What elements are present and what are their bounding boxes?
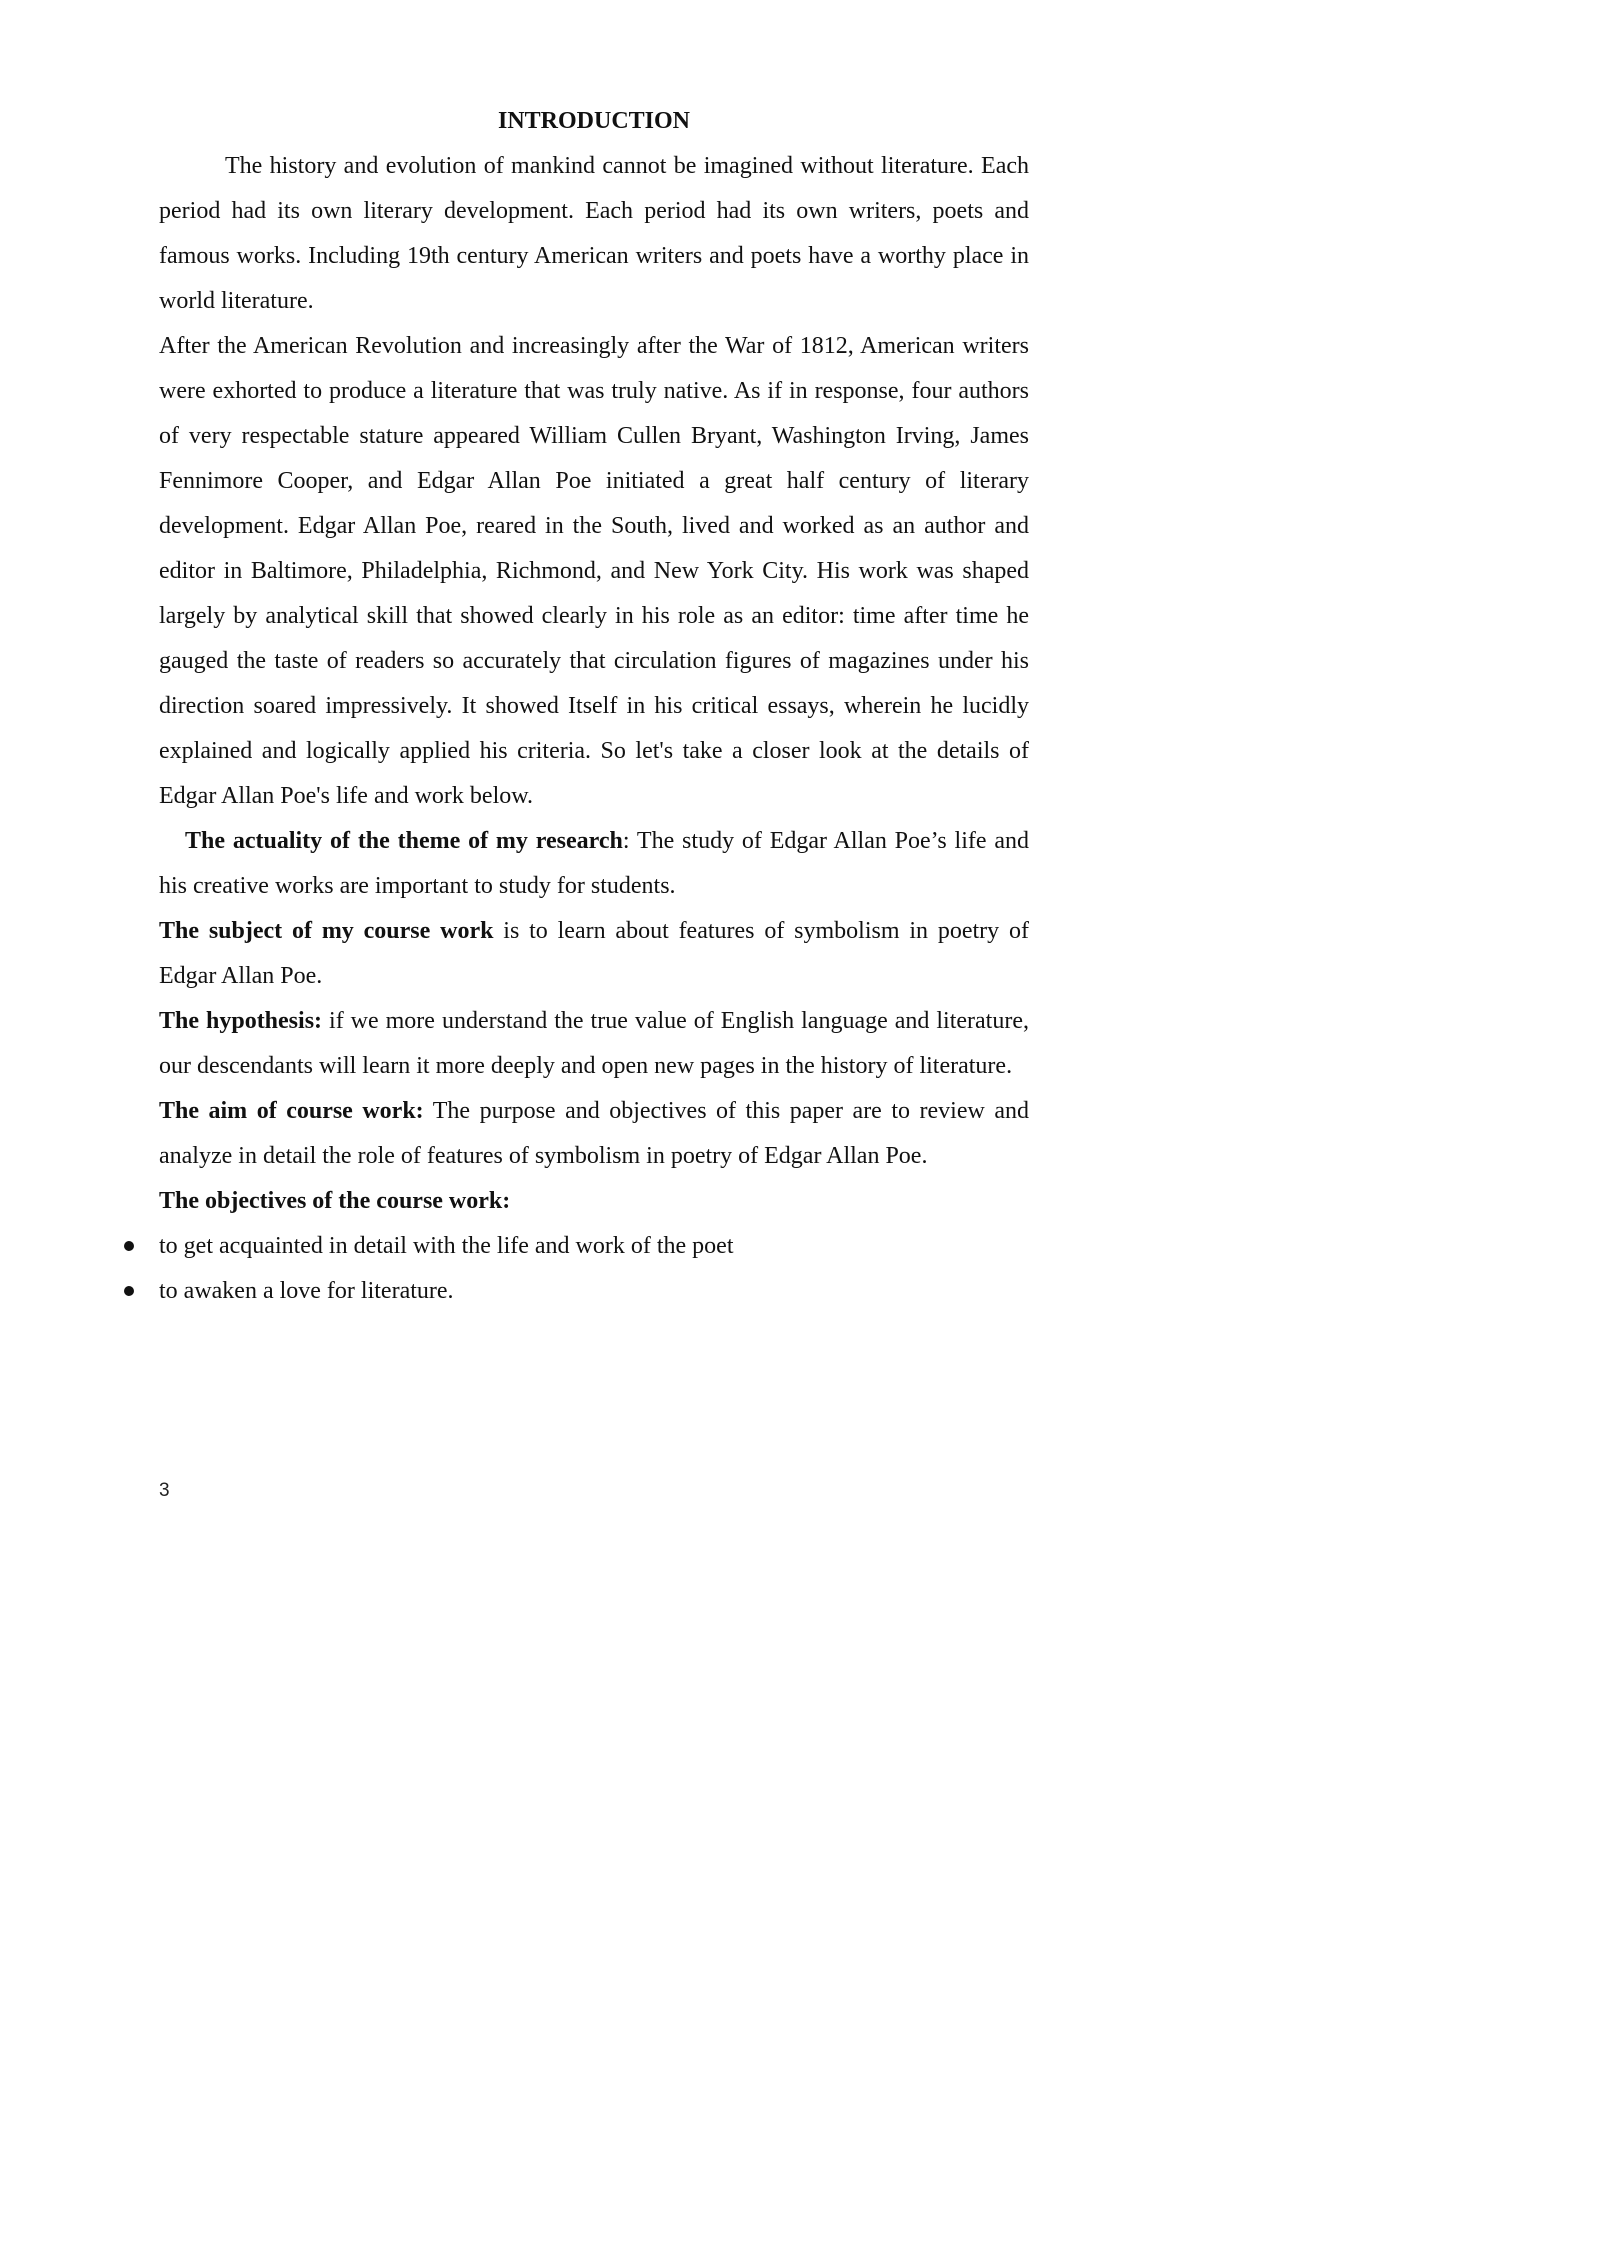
aim-text: The purpose and objectives of this paper are to review and analyze in detail the role of features of symbolism in poetry of Edgar Allan Poe. <box>159 1098 1029 1169</box>
intro-paragraph-2: After the American Revolution and increasingly after the War of 1812, American writers were exhorted to produce a literature that was truly native. As if in response, four authors of very respectable stature appeared William Cullen Bryant, Washington Irving, James Fennimore Cooper, and Edgar Allan Poe initiated a great half century of literary development. Edgar Allan Poe, reared in the South, lived and worked as an author and editor in Baltimore, Philadelphia, Richmond, and New York City. His work was shaped largely by analytical skill that showed clearly in his role as an editor: time after time he gauged the taste of readers so accurately that circulation figures of magazines under his direction soared impressively. It showed Itself in his critical essays, wherein he lucidly explained and logically applied his criteria. So let's take a closer look at the details of Edgar Allan Poe's life and work below. <box>159 333 1029 809</box>
hypothesis-label: The hypothesis: <box>159 1008 323 1034</box>
actuality-text: : The study of Edgar Allan Poe’s life and his creative works are important to study for students. <box>159 828 1029 899</box>
list-item <box>159 1224 1029 1269</box>
subject-paragraph <box>159 909 1029 999</box>
hypothesis-text: if we more understand the true value of English language and literature, our descendants will learn it more deeply and open new pages in the history of literature. <box>159 1008 1029 1079</box>
aim-label: The aim of course work: <box>159 1098 424 1124</box>
page-number: 3 <box>159 1480 170 1501</box>
objective-text: to awaken a love for literature. <box>159 1278 454 1304</box>
bullet-icon <box>124 1286 134 1296</box>
objectives-list <box>159 1224 1029 1314</box>
objectives-heading: The objectives of the course work: <box>159 1188 511 1214</box>
subject-label: The subject of my course work <box>159 918 494 944</box>
actuality-label: The actuality of the theme of my research <box>185 828 623 854</box>
aim-paragraph <box>159 1089 1029 1179</box>
intro-paragraph-1: The history and evolution of mankind cannot be imagined without literature. Each period had its own literary development. Each period had its own writers, poets and famous works. Including 19th century American writers and poets have a worthy place in world literature. <box>159 153 1029 314</box>
subject-text: is to learn about features of symbolism in poetry of Edgar Allan Poe. <box>159 918 1029 989</box>
page-content <box>159 99 1029 1314</box>
list-item <box>159 1269 1029 1314</box>
objective-text: to get acquainted in detail with the life and work of the poet <box>159 1233 734 1259</box>
hypothesis-paragraph <box>159 999 1029 1089</box>
document-page <box>0 0 1108 1568</box>
bullet-icon <box>124 1241 134 1251</box>
page-title: INTRODUCTION <box>497 108 691 134</box>
actuality-paragraph <box>159 819 1029 909</box>
